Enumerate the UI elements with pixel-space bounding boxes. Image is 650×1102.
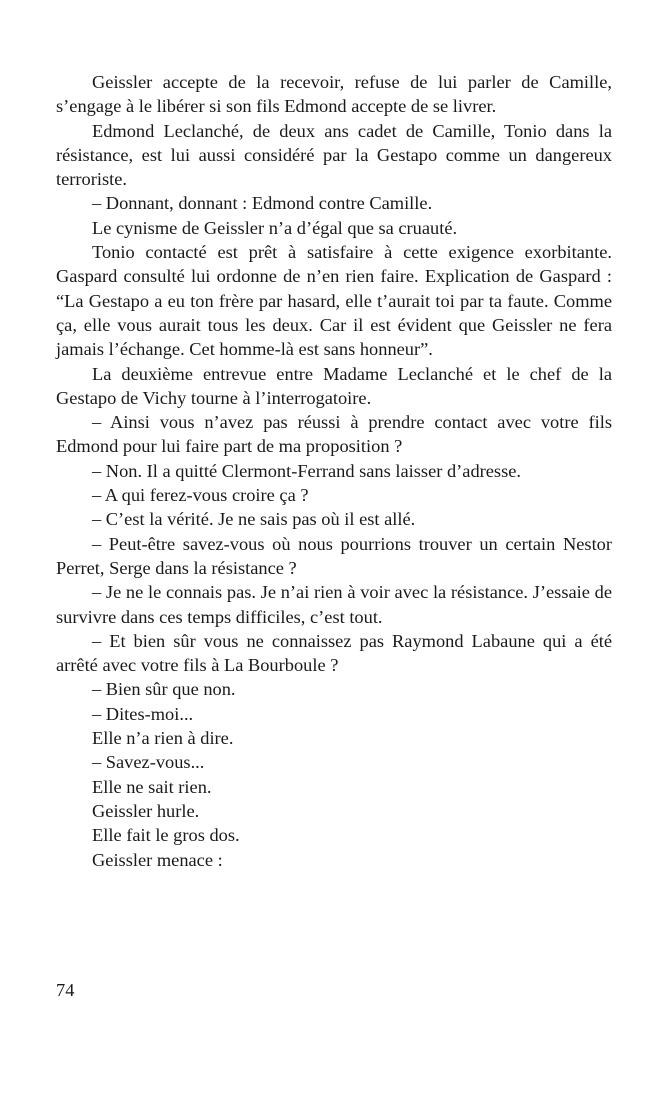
paragraph: – Ainsi vous n’avez pas réussi à prendre contact avec votre fils Edmond pour lui faire part de ma proposition ? xyxy=(56,412,612,457)
paragraph: Elle n’a rien à dire. xyxy=(92,728,234,749)
paragraph: Geissler menace : xyxy=(92,849,223,870)
paragraph: – A qui ferez-vous croire ça ? xyxy=(92,485,309,506)
page-number: 74 xyxy=(56,980,75,1000)
paragraph: Le cynisme de Geissler n’a d’égal que sa cruauté. xyxy=(92,217,458,238)
paragraph: – Peut-être savez-vous où nous pourrions trouver un certain Nestor Perret, Serge dans la résistance ? xyxy=(56,533,612,578)
paragraph: – Je ne le connais pas. Je n’ai rien à voir avec la résistance. J’essaie de survivre dans ces temps difficiles, c’est tout. xyxy=(56,582,612,627)
paragraph: – Dites-moi... xyxy=(92,703,194,724)
paragraph: – Donnant, donnant : Edmond contre Camille. xyxy=(92,193,433,214)
paragraph: – Non. Il a quitté Clermont-Ferrand sans laisser d’adresse. xyxy=(92,460,522,481)
paragraph: Geissler hurle. xyxy=(92,800,200,821)
paragraph: – Bien sûr que non. xyxy=(92,679,236,700)
paragraph: Tonio contacté est prêt à satisfaire à cette exigence exorbitante. Gaspard consulté lui ordonne de n’en rien faire. Explication de Gaspard : “La Gestapo a eu ton frère par hasard, elle t’aurait toi par ta faute. Comme ça, elle vous aurait tous les deux. Car il est évident que Geissler ne fera jamais l’échange. Cet homme-là est sans honneur”. xyxy=(56,242,612,360)
paragraph: Edmond Leclanché, de deux ans cadet de Camille, Tonio dans la résistance, est lui aussi considéré par la Gestapo comme un dangereux terroriste. xyxy=(56,120,612,190)
page-body xyxy=(56,70,612,872)
paragraph: Geissler accepte de la recevoir, refuse de lui parler de Camille, s’engage à le libérer si son fils Edmond accepte de se livrer. xyxy=(56,72,612,117)
paragraph: – Et bien sûr vous ne connaissez pas Raymond Labaune qui a été arrêté avec votre fils à La Bourboule ? xyxy=(56,630,612,676)
paragraph: – C’est la vérité. Je ne sais pas où il est allé. xyxy=(92,509,416,530)
paragraph: La deuxième entrevue entre Madame Leclanché et le chef de la Gestapo de Vichy tourne à l’interrogatoire. xyxy=(56,363,612,408)
paragraph: Elle fait le gros dos. xyxy=(92,825,240,846)
paragraph: – Savez-vous... xyxy=(92,752,205,773)
paragraph: Elle ne sait rien. xyxy=(92,776,212,797)
